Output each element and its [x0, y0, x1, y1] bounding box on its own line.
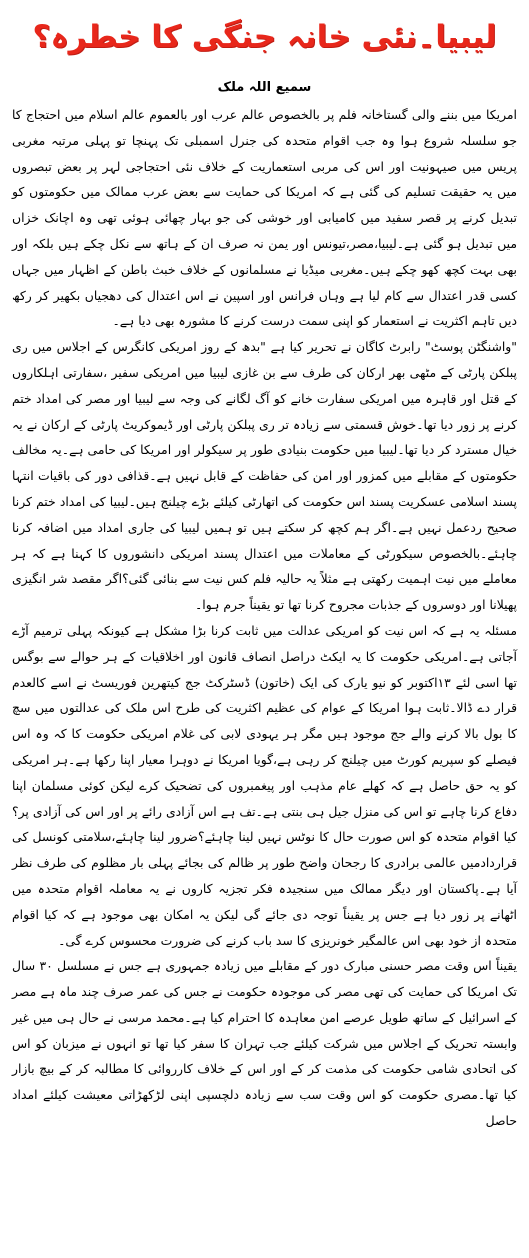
article-paragraph-2: "واشنگٹن پوسٹ" رابرٹ کاگان نے تحریر کیا ہے "بدھ کے روز امریکی کانگرس کے اجلاس میں ری پبلکن پارٹی کے مٹھی بھر ارکان کی طرف سے بن غازی لیبیا میں امریکی سفیر ،سفارتی اہلکاروں کے قتل اور قاہرہ میں امریکی سفارت خانے کو آگ لگانے کی وجہ سے لیبیا اور مصر کی امداد ختم کرنے پر زور دیا تھا۔خوش قسمتی سے زیادہ تر ری پبلکن پارٹی اور ڈیموکریٹ پارٹی کے ارکان نے یہ خیال مسترد کر دیا تھا۔لیبیا میں حکومت بنیادی طور پر سیکولر اور امریکا کی حامی ہے۔یہ مخالف حکومتوں کے مقابلے میں کمزور اور امن کی حفاظت کے قابل نہیں ہے۔قذافی دور کی باقیات انتہا پسند اسلامی عسکریت پسند اس حکومت کی اتھارٹی کیلئے بڑے چیلنج ہیں۔لیبیا کی امداد ختم کرنا صحیح ردعمل نہیں ہے۔اگر ہم کچھ کر سکتے ہیں تو ہمیں لیبیا کی جاری امداد میں اضافہ کرنا چاہئے۔بالخصوص سیکورٹی کے معاملات میں اعتدال پسند امریکی دانشوروں کا کہنا ہے کہ ہر معاملے میں نیت اہمیت رکھتی ہے مثلاً یہ حالیہ فلم کس نیت سے بنائی گئی؟اگر مقصد شر انگیزی پھیلانا اور دوسروں کے جذبات مجروح کرنا تھا تو یقیناً جرم ہوا۔ [12, 339, 517, 613]
article-headline: لیبیا۔نئی خانہ جنگی کا خطرہ؟ [32, 19, 497, 55]
author-byline: سمیع اللہ ملک [217, 80, 312, 95]
article-paragraph-1: امریکا میں بننے والی گستاخانہ فلم پر بالخصوص عالم عرب اور بالعموم عالم اسلام میں احتجاج کا جو سلسلہ شروع ہوا وہ جب اقوام متحدہ کی جنرل اسمبلی تک پہنچا تو پہلی مرتبہ مغربی پریس میں صیہونیت اور اس کی مربی استعماریت کے خلاف نئی احتجاجی لہر پر بعض تبصروں میں یہ حقیقت تسلیم کی گئی ہے کہ امریکا کی حمایت سے بعض عرب ممالک میں حکومتوں کو تبدیل کرنے پر قصر سفید میں کامیابی اور خوشی کی جو بہار چھائی ہوئی تھی وہ اچانک خزاں میں تبدیل ہو گئی ہے۔لیبیا،مصر،تیونس اور یمن نہ صرف ان کے ہاتھ سے نکل چکے ہیں بلکہ اور بھی بہت کچھ کھو چکے ہیں۔مغربی میڈیا نے مسلمانوں کے خلاف خبث باطن کے اظہار میں جہاں کسی قدر اعتدال سے کام لیا ہے وہاں فرانس اور اسپین نے اس اعتدال کی دھجیاں بکھیر کر رکھ دیں تاہم اکثریت نے استعمار کو اپنی سمت درست کرنے کا مشورہ بھی دیا ہے۔ [12, 107, 517, 329]
article-paragraph-4: یقیناً اس وقت مصر حسنی مبارک دور کے مقابلے میں زیادہ جمہوری ہے جس نے مسلسل ۳۰ سال تک امریکا کی حمایت کی تھی مصر کی موجودہ حکومت نے جس کی عمر صرف چند ماہ ہے مصر کے اسرائیل کے ساتھ طویل عرصے امن معاہدہ کا احترام کیا ہے۔محمد مرسی نے حال ہی میں غیر وابستہ تحریک کے اجلاس میں شرکت کیلئے جب تہران کا سفر کیا تھا تو انہوں نے میزبان کو اس کی اتحادی شامی حکومت کی مذمت کر کے اور اس کے خلاف کارروائی کا مطالبہ کر کے بیچ بازار کیا تھا۔مصری حکومت کو اس وقت سب سے زیادہ دلچسپی اپنی لڑکھڑاتی معیشت کیلئے امداد حاصل [12, 958, 517, 1129]
article-paragraph-3: مسئلہ یہ ہے کہ اس نیت کو امریکی عدالت میں ثابت کرنا بڑا مشکل ہے کیونکہ پہلی ترمیم آڑے آجاتی ہے۔امریکی حکومت کا یہ ایکٹ دراصل انصاف قانون اور اخلاقیات کے ہر حوالے سے بوگس تھا اسی لئے ۱۳اکتوبر کو نیو یارک کی ایک (خاتون) ڈسٹرکٹ جج کیتھرین فوریسٹ نے اسے کالعدم قرار دے ڈالا۔ثابت ہوا امریکا کے عوام کی عظیم اکثریت کی طرح اس ملک کی عدالتوں میں سچ کا بول بالا کرنے والے جج موجود ہیں مگر ہر یہودی لابی کی غلام امریکی حکومت کا کہ وہ اس فیصلے کو سپریم کورٹ میں چیلنج کر رہی ہے،گویا امریکا نے دوہرا معیار اپنا رکھا ہے۔ہر امریکی کو یہ حق حاصل ہے کہ کھلے عام مذہب اور پیغمبروں کی تضحیک کرے لیکن کوئی مسلمان اپنا دفاع کرنا چاہے تو اس کی منزل جیل ہی بنتی ہے۔تف ہے اس آزادی رائے پر اور اس کی آزادی پر؟کیا اقوام متحدہ کو اس صورت حال کا نوٹس نہیں لینا چاہئے؟ضرور لینا چاہئے،سلامتی کونسل کی قراردادمیں عالمی برادری کا رجحان واضح طور پر ظالم کی بجائے پہلی بار مظلوم کی طرف نظر آیا ہے۔پاکستان اور دیگر ممالک میں سنجیدہ فکر تجزیہ کاروں نے یہ معاملہ اقوام متحدہ میں اٹھانے پر زور دیا ہے جس پر یقیناً توجہ دی جائے گی لیکن یہ امکان بھی موجود ہے کہ کیا اقوام متحدہ از خود بھی اس عالمگیر خونریزی کا سد باب کرنے کی ضرورت محسوس کرے گی۔ [12, 622, 517, 948]
article-body [12, 102, 517, 1134]
